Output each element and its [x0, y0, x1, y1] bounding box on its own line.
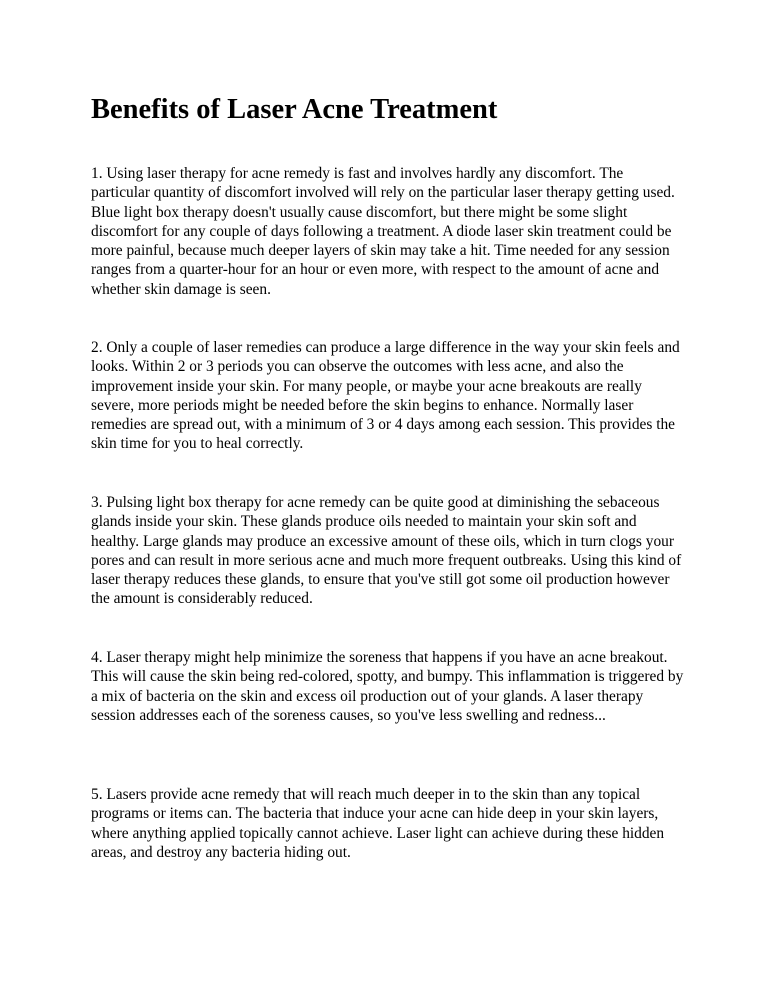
- paragraph-5: 5. Lasers provide acne remedy that will reach much deeper in to the skin than any topical programs or items can. The bacteria that induce your acne can hide deep in your skin layers, where anything applied topically cannot achieve. Laser light can achieve during these hidden areas, and destroy any bacteria hiding out.: [91, 786, 665, 861]
- paragraph-2: 2. Only a couple of laser remedies can produce a large difference in the way your skin feels and looks. Within 2 or 3 periods you can observe the outcomes with less acne, and also the improvement inside your skin. For many people, or maybe your acne breakouts are really severe, more periods might be needed before the skin begins to enhance. Normally laser remedies are spread out, with a minimum of 3 or 4 days among each session. This provides the skin time for you to heal correctly.: [91, 339, 680, 453]
- paragraph-1: 1. Using laser therapy for acne remedy is fast and involves hardly any discomfort. The particular quantity of discomfort involved will rely on the particular laser therapy getting used. Blue light box therapy doesn't usually cause discomfort, but there might be some slight discomfort for any couple of days following a treatment. A diode laser skin treatment could be more painful, because much deeper layers of skin may take a hit. Time needed for any session ranges from a quarter-hour for an hour or even more, with respect to the amount of acne and whether skin damage is seen.: [91, 165, 675, 298]
- document-title: Benefits of Laser Acne Treatment: [91, 94, 498, 125]
- paragraph-3: 3. Pulsing light box therapy for acne remedy can be quite good at diminishing the sebaceous glands inside your skin. These glands produce oils needed to maintain your skin soft and healthy. Large glands may produce an excessive amount of these oils, which in turn clogs your pores and can result in more serious acne and much more frequent outbreaks. Using this kind of laser therapy reduces these glands, to ensure that you've still got some oil production however the amount is considerably reduced.: [91, 494, 682, 608]
- paragraph-4: 4. Laser therapy might help minimize the soreness that happens if you have an acne breakout. This will cause the skin being red-colored, spotty, and bumpy. This inflammation is triggered by a mix of bacteria on the skin and excess oil production out of your glands. A laser therapy session addresses each of the soreness causes, so you've less swelling and redness...: [91, 649, 684, 724]
